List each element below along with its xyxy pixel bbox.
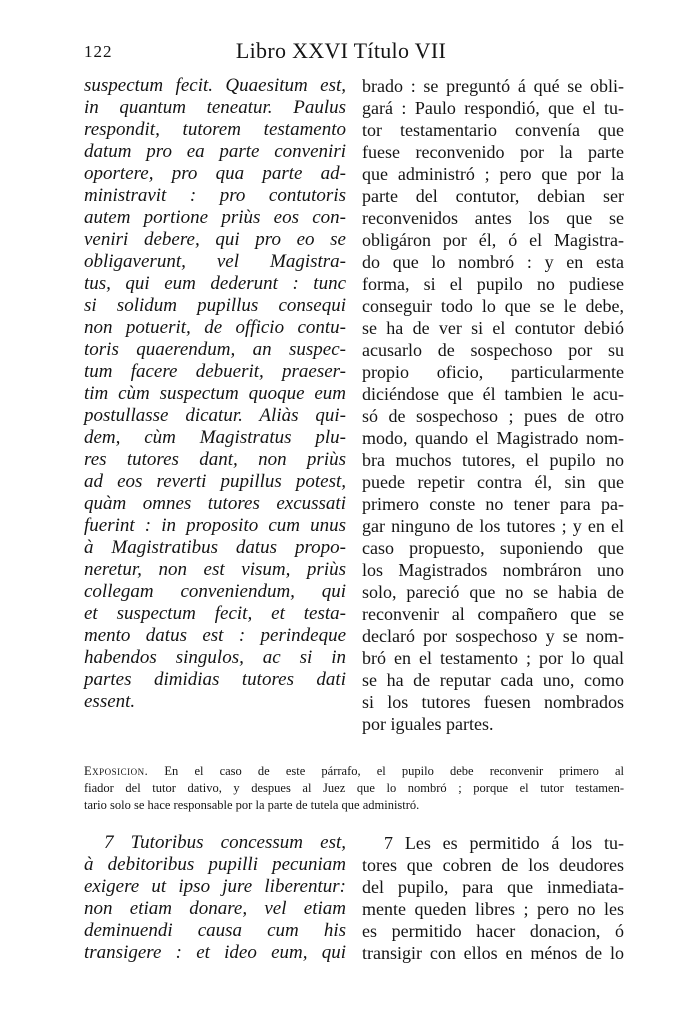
latin-line: suspectum fecit. Quaesitum est,	[84, 75, 346, 96]
latin-line: neretur, non est visum, priùs	[84, 559, 346, 580]
spanish-line: fuese reconvenido por la parte	[362, 142, 624, 162]
spanish-line: mente queden libres ; pero no les	[362, 899, 624, 919]
latin-line: si solidum pupillus consequi	[84, 295, 346, 316]
spanish-line: caso propuesto, suponiendo que	[362, 538, 624, 558]
spanish-line: tores que cobren de los deudores	[362, 855, 624, 875]
spanish-line: 7 Les es permitido á los tu-	[384, 833, 624, 853]
spanish-line: transigir con ellos en ménos de lo	[362, 943, 624, 963]
latin-line: partes dimidias tutores dati	[84, 669, 346, 690]
spanish-line: solo, pareció que no se habia de	[362, 582, 624, 602]
latin-line: transigere : et ideo eum, qui	[84, 942, 346, 963]
spanish-line: só de sospechoso ; pues de otro	[362, 406, 624, 426]
latin-column-lower	[84, 832, 346, 964]
spanish-line: primero conste no tener para pa-	[362, 494, 624, 514]
latin-line: toris quaerendum, an suspec-	[84, 339, 346, 360]
latin-line: essent.	[84, 691, 136, 712]
exposicion-line	[84, 763, 624, 780]
spanish-line: por iguales partes.	[362, 714, 494, 734]
spanish-line: declaró por sospechoso y se nom-	[362, 626, 624, 646]
latin-line: non etiam donare, vel etiam	[84, 898, 346, 919]
page-number: 122	[84, 42, 113, 61]
spanish-line: modo, quando el Magistrado nom-	[362, 428, 624, 448]
latin-line: tim cùm suspectum quoque eum	[84, 383, 346, 404]
spanish-line: bra muchos tutores, el pupilo no	[362, 450, 624, 470]
latin-line: tus, qui eum dederunt : tunc	[84, 273, 346, 294]
spanish-line: reconvenidos antes los que se	[362, 208, 624, 228]
latin-line: mento datus est : perindeque	[84, 625, 346, 646]
latin-line: obligaverunt, vel Magistra-	[84, 251, 346, 272]
latin-line: ministravit : pro contutoris	[84, 185, 346, 206]
spanish-line: conseguir todo lo que se le debe,	[362, 296, 624, 316]
spanish-line: obligáron por él, ó el Magistra-	[362, 230, 624, 250]
spanish-column-lower	[362, 832, 624, 964]
latin-line: fuerint : in proposito cum unus	[84, 515, 346, 536]
latin-line: et suspectum fecit, et testa-	[84, 603, 346, 624]
latin-line: respondit, tutorem testamento	[84, 119, 346, 140]
spanish-line: diciéndose que él tambien le acu-	[362, 384, 624, 404]
spanish-line: si los tutores fuesen nombrados	[362, 692, 624, 712]
spanish-line: los Magistrados nombráron uno	[362, 560, 624, 580]
spanish-line: propio oficio, particularmente	[362, 362, 624, 382]
spanish-line: se ha de ver si el contutor debió	[362, 318, 624, 338]
latin-line: dem, cùm Magistratus plu-	[84, 427, 346, 448]
spanish-line: se ha de reputar cada uno, como	[362, 670, 624, 690]
latin-column-upper	[84, 75, 346, 713]
latin-line: habendos singulos, ac si in	[84, 647, 346, 668]
latin-line: quàm omnes tutores excussati	[84, 493, 346, 514]
latin-line: non potuerit, de officio contu-	[84, 317, 346, 338]
latin-line: oportere, pro qua parte ad-	[84, 163, 346, 184]
latin-line: postullasse dicatur. Aliàs qui-	[84, 405, 346, 426]
spanish-column-upper	[362, 75, 624, 735]
spanish-line: es permitido hacer donacion, ó	[362, 921, 624, 941]
exposicion-line: fiador del tutor dativo, y despues al Juez que lo nombró ; porque el tutor testamen-	[84, 781, 624, 795]
spanish-line: forma, si el pupilo no pudiese	[362, 274, 624, 294]
latin-line: à debitoribus pupilli pecuniam	[84, 854, 346, 875]
exposicion-text: En el caso de este párrafo, el pupilo debe reconvenir primero al	[164, 764, 625, 778]
spanish-line: puede repetir contra él, sin que	[362, 472, 624, 492]
latin-line: deminuendi causa cum his	[84, 920, 346, 941]
latin-line: res tutores dant, non priùs	[84, 449, 346, 470]
exposicion-note	[84, 763, 624, 814]
latin-line: à Magistratibus datus propo-	[84, 537, 346, 558]
spanish-line: acusarlo de sospechoso por su	[362, 340, 624, 360]
spanish-line: do que lo nombró : y en esta	[362, 252, 624, 272]
latin-line: in quantum teneatur. Paulus	[84, 97, 346, 118]
latin-line: tum facere debuerit, praeser-	[84, 361, 346, 382]
running-head: Libro XXVI Título VII	[235, 38, 447, 63]
spanish-line: gar ninguno de los tutores ; y en el	[362, 516, 624, 536]
spanish-line: gará : Paulo respondió, que el tu-	[362, 98, 624, 118]
spanish-line: del pupilo, para que inmediata-	[362, 877, 624, 897]
latin-line: veniri debere, qui pro eo se	[84, 229, 346, 250]
latin-line: ad eos reverti pupillus potest,	[84, 471, 346, 492]
latin-line: datum pro ea parte conveniri	[84, 141, 346, 162]
spanish-line: bró en el testamento ; por lo qual	[362, 648, 624, 668]
exposicion-label: Exposicion.	[84, 764, 149, 778]
spanish-line: tor testamentario convenía que	[362, 120, 624, 140]
spanish-line: brado : se preguntó á qué se obli-	[362, 76, 624, 96]
spanish-line: parte del contutor, debian ser	[362, 186, 624, 206]
latin-line: exigere ut ipso jure liberentur:	[84, 876, 346, 897]
spanish-line: que administró ; pero que por la	[362, 164, 624, 184]
latin-line: autem portione priùs eos con-	[84, 207, 346, 228]
spanish-line: reconvenir al compañero que se	[362, 604, 624, 624]
exposicion-line: tario solo se hace responsable por la parte de tutela que administró.	[84, 798, 420, 812]
latin-line: collegam conveniendum, qui	[84, 581, 346, 602]
latin-line: 7 Tutoribus concessum est,	[104, 832, 346, 853]
